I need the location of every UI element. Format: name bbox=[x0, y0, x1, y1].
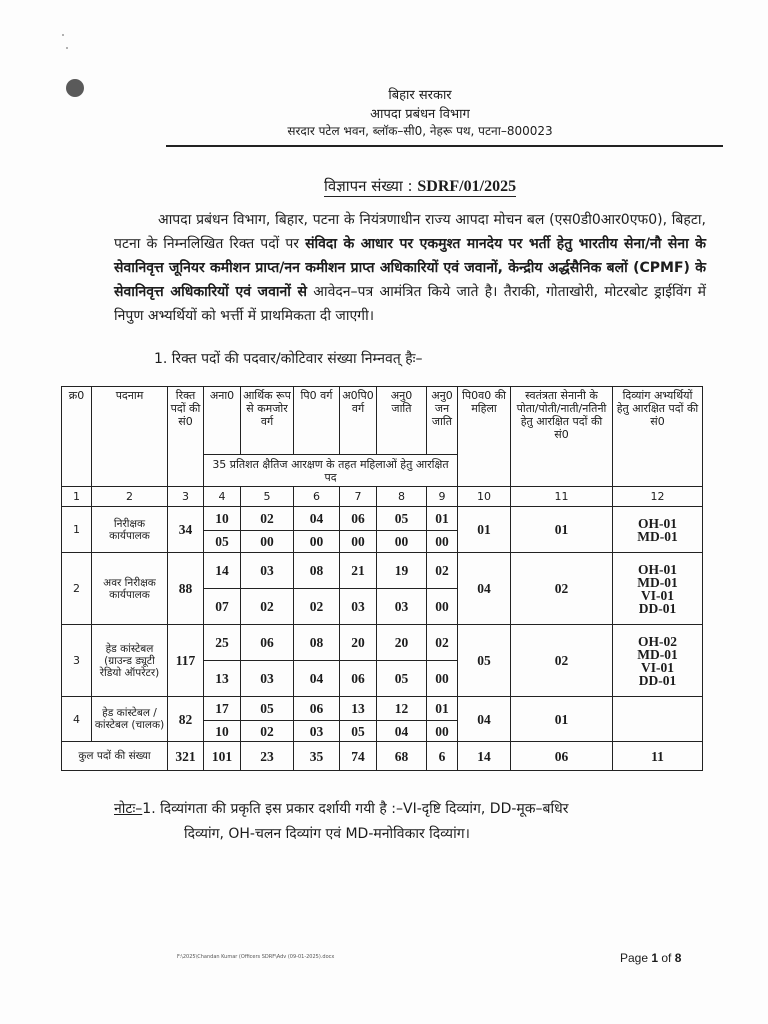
row-bc-women: 04 bbox=[458, 697, 511, 742]
header-freedom-fighter: स्वतंत्रता सेनानी के पोता/पोती/नाती/नतिनी हेतु आरक्षित पदों की सं0 bbox=[511, 387, 613, 487]
row-vacant: 88 bbox=[168, 553, 204, 625]
note-line-2: दिव्यांग, OH-चलन दिव्यांग एवं MD-मनोविकार दिव्यांग। bbox=[184, 826, 470, 842]
cell-women-ebc: 00 bbox=[340, 531, 377, 553]
pwd-item: OH-01 bbox=[638, 561, 677, 577]
row-pwd bbox=[613, 625, 703, 697]
column-number: 9 bbox=[427, 487, 458, 507]
header-sno: क्र0 bbox=[62, 387, 92, 487]
row-freedom-fighter: 02 bbox=[511, 553, 613, 625]
row-sno: 1 bbox=[62, 507, 92, 553]
cell-women-ur: 10 bbox=[204, 721, 241, 742]
pwd-item: MD-01 bbox=[637, 646, 678, 662]
row-bc-women: 01 bbox=[458, 507, 511, 553]
total-freedom-fighter: 06 bbox=[511, 742, 613, 771]
header-vacant: रिक्त पदों की सं0 bbox=[168, 387, 204, 487]
row-sno: 3 bbox=[62, 625, 92, 697]
pwd-item: OH-02 bbox=[638, 633, 677, 649]
cell-women-ews: 02 bbox=[241, 589, 294, 625]
row-pwd bbox=[613, 553, 703, 625]
cell-women-bc: 03 bbox=[294, 721, 340, 742]
cell-st: 01 bbox=[427, 697, 458, 721]
cell-ebc: 20 bbox=[340, 625, 377, 661]
advertisement-label: विज्ञापन संख्या : bbox=[323, 177, 413, 195]
header-address: सरदार पटेल भवन, ब्लॉक–सी0, नेहरू पथ, पटना–800023 bbox=[287, 124, 553, 138]
cell-bc: 04 bbox=[294, 507, 340, 531]
cell-sc: 19 bbox=[377, 553, 427, 589]
cell-ebc: 06 bbox=[340, 507, 377, 531]
cell-bc: 06 bbox=[294, 697, 340, 721]
row-post: अवर निरीक्षक कार्यपालक bbox=[92, 553, 168, 625]
section-heading: 1. रिक्त पदों की पदवार/कोटिवार संख्या निम्नवत् हैः– bbox=[154, 351, 423, 367]
scan-speck bbox=[66, 47, 68, 49]
total-sc: 68 bbox=[377, 742, 427, 771]
cell-women-ebc: 03 bbox=[340, 589, 377, 625]
cell-ur: 14 bbox=[204, 553, 241, 589]
cell-women-ebc: 05 bbox=[340, 721, 377, 742]
vacancy-table bbox=[61, 386, 703, 771]
pwd-item: MD-01 bbox=[637, 528, 678, 544]
column-number: 3 bbox=[168, 487, 204, 507]
cell-women-bc: 02 bbox=[294, 589, 340, 625]
cell-sc: 20 bbox=[377, 625, 427, 661]
column-number: 2 bbox=[92, 487, 168, 507]
total-ews: 23 bbox=[241, 742, 294, 771]
column-number: 11 bbox=[511, 487, 613, 507]
pwd-item: DD-01 bbox=[638, 600, 677, 616]
page-separator: of bbox=[658, 951, 675, 965]
cell-women-st: 00 bbox=[427, 721, 458, 742]
cell-ews: 02 bbox=[241, 507, 294, 531]
column-number: 7 bbox=[340, 487, 377, 507]
header-ebc: अ0पि0 वर्ग bbox=[340, 387, 377, 455]
cell-bc: 08 bbox=[294, 553, 340, 589]
column-number: 6 bbox=[294, 487, 340, 507]
column-number: 8 bbox=[377, 487, 427, 507]
total-bc-women: 14 bbox=[458, 742, 511, 771]
header-department: आपदा प्रबंधन विभाग bbox=[370, 107, 470, 122]
pwd-item: DD-01 bbox=[638, 672, 677, 688]
cell-women-sc: 03 bbox=[377, 589, 427, 625]
scan-speck bbox=[62, 34, 64, 36]
cell-ur: 17 bbox=[204, 697, 241, 721]
cell-ews: 03 bbox=[241, 553, 294, 589]
advertisement-title bbox=[240, 176, 600, 196]
total-bc: 35 bbox=[294, 742, 340, 771]
header-bc: पि0 वर्ग bbox=[294, 387, 340, 455]
row-vacant: 117 bbox=[168, 625, 204, 697]
row-freedom-fighter: 02 bbox=[511, 625, 613, 697]
total-vacant: 321 bbox=[168, 742, 204, 771]
cell-st: 01 bbox=[427, 507, 458, 531]
total-st: 6 bbox=[427, 742, 458, 771]
cell-women-bc: 00 bbox=[294, 531, 340, 553]
header-st: अनु0 जन जाति bbox=[427, 387, 458, 455]
cell-ews: 06 bbox=[241, 625, 294, 661]
advertisement-number: SDRF/01/2025 bbox=[417, 178, 517, 195]
cell-sc: 05 bbox=[377, 507, 427, 531]
row-vacant: 82 bbox=[168, 697, 204, 742]
cell-st: 02 bbox=[427, 625, 458, 661]
cell-women-st: 00 bbox=[427, 589, 458, 625]
row-pwd bbox=[613, 697, 703, 742]
note-section bbox=[114, 797, 724, 847]
total-ebc: 74 bbox=[340, 742, 377, 771]
total-ur: 101 bbox=[204, 742, 241, 771]
cell-ebc: 13 bbox=[340, 697, 377, 721]
row-post: निरीक्षक कार्यपालक bbox=[92, 507, 168, 553]
cell-st: 02 bbox=[427, 553, 458, 589]
header-ur: अना0 bbox=[204, 387, 241, 455]
cell-women-ur: 07 bbox=[204, 589, 241, 625]
cell-women-sc: 04 bbox=[377, 721, 427, 742]
cell-women-bc: 04 bbox=[294, 661, 340, 697]
cell-women-ebc: 06 bbox=[340, 661, 377, 697]
cell-women-sc: 05 bbox=[377, 661, 427, 697]
page-total: 8 bbox=[674, 951, 682, 965]
row-freedom-fighter: 01 bbox=[511, 507, 613, 553]
column-number: 10 bbox=[458, 487, 511, 507]
page-current: 1 bbox=[651, 951, 659, 965]
header-rule bbox=[166, 145, 723, 147]
row-sno: 2 bbox=[62, 553, 92, 625]
footer-file-path: F:\2025\Chandan Kumar (Officers SDRF\Adv (09-01-2025).docx bbox=[177, 954, 335, 960]
header-bc-women: पि0व0 की महिला bbox=[458, 387, 511, 487]
cell-women-sc: 00 bbox=[377, 531, 427, 553]
intro-paragraph bbox=[114, 208, 706, 328]
row-bc-women: 04 bbox=[458, 553, 511, 625]
cell-women-ews: 02 bbox=[241, 721, 294, 742]
column-number: 4 bbox=[204, 487, 241, 507]
cell-women-ur: 05 bbox=[204, 531, 241, 553]
column-number: 1 bbox=[62, 487, 92, 507]
note-line-1: 1. दिव्यांगता की प्रकृति इस प्रकार दर्शायी गयी है :–VI-दृष्टि दिव्यांग, DD-मूक–बधिर bbox=[142, 801, 569, 817]
intro-text-bold: संविदा के आधार पर एकमुश्त मानदेय पर भर्ती हेतु भारतीय सेना/नौ सेना के सेवानिवृत्त जूनियर कमीशन प्राप्त/नन कमीशन प्राप्त अधिकारियों एवं जवानों, केन्द्रीय अर्द्धसैनिक बलों (CPMF) के सेवानिवृत्त अधिकारियों एवं जवानों से bbox=[114, 236, 706, 300]
page-number bbox=[620, 951, 681, 965]
cell-women-ur: 13 bbox=[204, 661, 241, 697]
row-bc-women: 05 bbox=[458, 625, 511, 697]
total-pwd: 11 bbox=[613, 742, 703, 771]
row-freedom-fighter: 01 bbox=[511, 697, 613, 742]
header-sc: अनु0 जाति bbox=[377, 387, 427, 455]
intro-text-2: आवेदन–पत्र आमंत्रित किये जाते है। तैराकी, गोताखोरी, मोटरबोट ड्राईविंग में निपुण अभ्यर्थियों को भर्त्ती में प्राथमिकता दी जाएगी। bbox=[114, 284, 706, 324]
row-post: हेड कांस्टेबल (ग्राउन्ड ड्यूटी रेडियो ऑपरेटर) bbox=[92, 625, 168, 697]
row-sno: 4 bbox=[62, 697, 92, 742]
row-pwd bbox=[613, 507, 703, 553]
column-number: 5 bbox=[241, 487, 294, 507]
cell-ebc: 21 bbox=[340, 553, 377, 589]
pwd-item: VI-01 bbox=[641, 587, 674, 603]
punch-hole bbox=[66, 79, 84, 97]
pwd-item: OH-01 bbox=[638, 515, 677, 531]
header-ews: आर्थिक रूप से कमजोर वर्ग bbox=[241, 387, 294, 455]
note-label: नोटः– bbox=[114, 801, 143, 817]
column-number: 12 bbox=[613, 487, 703, 507]
cell-women-st: 00 bbox=[427, 661, 458, 697]
page-prefix: Page bbox=[620, 951, 652, 965]
cell-sc: 12 bbox=[377, 697, 427, 721]
cell-bc: 08 bbox=[294, 625, 340, 661]
pwd-item: MD-01 bbox=[637, 574, 678, 590]
intro-text-1: आपदा प्रबंधन विभाग, बिहार, पटना के नियंत्रणाधीन राज्य आपदा मोचन बल (एस0डी0आर0एफ0), बिहटा, पटना के निम्नलिखित रिक्त पदों पर bbox=[114, 212, 706, 252]
header-women-reservation: 35 प्रतिशत क्षैतिज आरक्षण के तहत महिलाओं हेतु आरक्षित पद bbox=[204, 455, 458, 487]
row-vacant: 34 bbox=[168, 507, 204, 553]
header-post: पदनाम bbox=[92, 387, 168, 487]
header-pwd: दिव्यांग अभ्यर्थियों हेतु आरक्षित पदों की सं0 bbox=[613, 387, 703, 487]
pwd-item: VI-01 bbox=[641, 659, 674, 675]
total-label: कुल पदों की संख्या bbox=[62, 742, 168, 771]
cell-women-ews: 03 bbox=[241, 661, 294, 697]
header-government: बिहार सरकार bbox=[388, 88, 452, 103]
cell-women-st: 00 bbox=[427, 531, 458, 553]
row-post: हेड कांस्टेबल /कांस्टेबल (चालक) bbox=[92, 697, 168, 742]
cell-ur: 10 bbox=[204, 507, 241, 531]
cell-women-ews: 00 bbox=[241, 531, 294, 553]
cell-ur: 25 bbox=[204, 625, 241, 661]
cell-ews: 05 bbox=[241, 697, 294, 721]
